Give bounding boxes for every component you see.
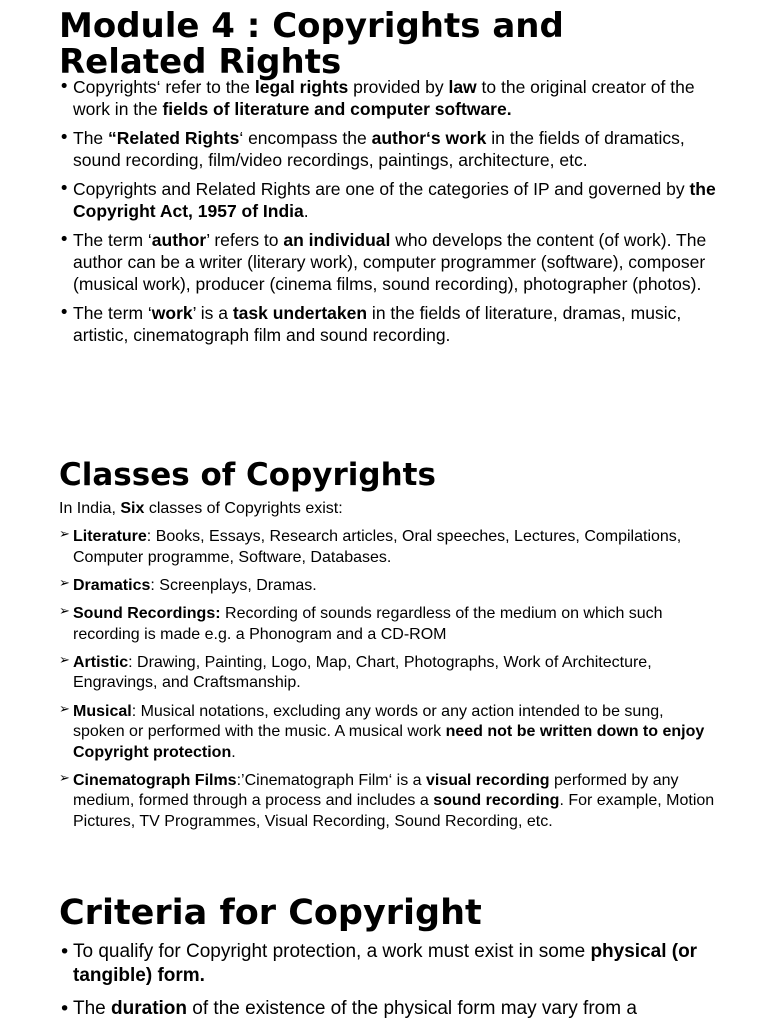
bold-text: fields of literature and computer software. xyxy=(162,99,512,119)
text: performed by any medium, formed through a process and includes a xyxy=(73,771,679,810)
bold-text: physical (or tangible) form. xyxy=(73,941,698,986)
classes-intro xyxy=(59,499,343,519)
bold-text: an individual xyxy=(283,230,391,250)
text: ’ is a xyxy=(192,303,233,323)
text: to the original creator of the work in the xyxy=(73,77,695,119)
bold-text: sound recording xyxy=(433,792,560,810)
bold-text: author‘s work xyxy=(371,128,487,148)
bold-text: task undertaken xyxy=(232,303,368,323)
list-item xyxy=(59,76,719,120)
bold-text: Dramatics xyxy=(73,576,151,594)
list-item xyxy=(59,771,719,833)
text: who develops the content (of work). The author can be a writer (literary work), computer programmer (software), composer (musical work), producer (cinema films, sound recording), photographer (photos). xyxy=(73,230,707,294)
text: : Screenplays, Dramas. xyxy=(150,576,317,594)
text: of the existence of the physical form may vary from a xyxy=(187,998,637,1019)
text: ‘ encompass the xyxy=(239,128,372,148)
bold-text: Literature xyxy=(73,528,147,545)
text: In India, xyxy=(59,500,121,517)
text: : Books, Essays, Research articles, Oral speeches, Lectures, Compilations, Computer programme, Software, Databases. xyxy=(73,528,682,566)
bold-text: visual recording xyxy=(425,771,550,789)
text: . xyxy=(303,201,309,221)
list-item xyxy=(59,178,719,222)
bold-text: legal rights xyxy=(254,77,349,97)
text: in the fields of literature, dramas, music, artistic, cinematograph film and sound recording. xyxy=(73,303,682,345)
text: . For example, Motion Pictures, TV Programmes, Visual Recording, Sound Recording, etc. xyxy=(73,792,715,830)
module-title: Module 4 : Copyrights and Related Rights xyxy=(59,6,564,82)
list-item xyxy=(59,302,719,346)
bold-text: law xyxy=(448,77,477,97)
text: The term ‘ xyxy=(73,303,152,323)
bold-text: “Related Rights xyxy=(108,128,240,148)
bold-text: Artistic xyxy=(73,653,129,671)
text: Copyrights‘ refer to the xyxy=(73,77,255,97)
list-item xyxy=(59,997,724,1021)
criteria-heading: Criteria for Copyright xyxy=(59,893,482,933)
text: The xyxy=(73,128,109,148)
text: Copyrights and Related Rights are one of the categories of IP and governed by xyxy=(73,179,690,199)
text: : Drawing, Painting, Logo, Map, Chart, Photographs, Work of Architecture, Engravings, and Craftsmanship. xyxy=(73,653,652,692)
text: :’Cinematograph Film‘ is a xyxy=(236,771,426,789)
copyright-classes-list xyxy=(59,527,719,840)
list-item xyxy=(59,604,719,645)
text: classes of Copyrights exist: xyxy=(144,500,343,517)
list-item xyxy=(59,527,719,568)
bold-text: author xyxy=(151,230,207,250)
classes-heading: Classes of Copyrights xyxy=(59,457,436,493)
list-item xyxy=(59,576,719,597)
bold-text: duration xyxy=(111,998,188,1019)
text: The xyxy=(73,998,112,1019)
bold-text: Cinematograph Films xyxy=(73,771,237,789)
text: Recording of sounds regardless of the medium on which such recording is made e.g. a Phonogram and a CD-ROM xyxy=(73,605,663,643)
list-item xyxy=(59,127,719,171)
text: in the fields of dramatics, sound recording, film/video recordings, paintings, architecture, etc. xyxy=(73,128,685,170)
text: ’ refers to xyxy=(206,230,284,250)
bold-text: need not be written down to enjoy Copyright protection xyxy=(73,723,705,761)
list-item xyxy=(59,653,719,694)
bold-text: Musical xyxy=(73,702,132,720)
text: . xyxy=(231,743,236,761)
list-item xyxy=(59,940,724,988)
list-item xyxy=(59,229,719,295)
bold-text: Six xyxy=(120,500,145,517)
text: The term ‘ xyxy=(73,230,152,250)
text: provided by xyxy=(348,77,449,97)
criteria-list xyxy=(59,940,724,1030)
text: To qualify for Copyright protection, a work must exist in some xyxy=(73,941,591,962)
bold-text: Sound Recordings: xyxy=(73,605,221,623)
bold-text: work xyxy=(151,303,193,323)
list-item xyxy=(59,702,719,764)
bold-text: the Copyright Act, 1957 of India xyxy=(73,179,716,221)
text: : Musical notations, excluding any words or any action intended to be sung, spoken or performed with the music. A musical work xyxy=(73,702,664,741)
copyright-definition-list xyxy=(59,76,719,353)
